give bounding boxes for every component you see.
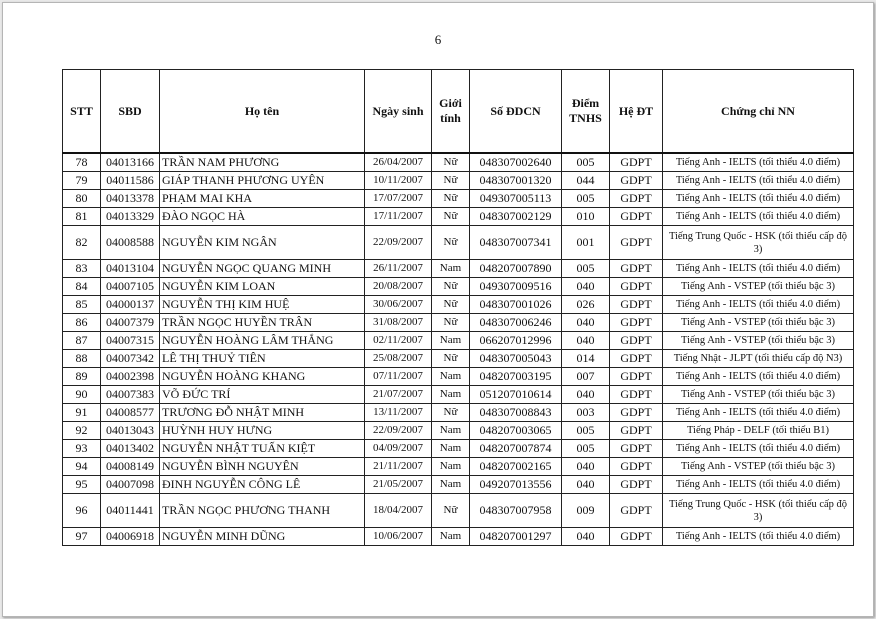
cell-dob: 17/11/2007 <box>365 208 432 226</box>
cell-dob: 21/07/2007 <box>365 386 432 404</box>
cell-dob: 10/11/2007 <box>365 172 432 190</box>
cell-score: 040 <box>562 458 610 476</box>
cell-name: NGUYỄN THỊ KIM HUỆ <box>160 296 365 314</box>
cell-gender: Nam <box>432 332 470 350</box>
cell-stt: 82 <box>63 226 101 260</box>
cell-sbd: 04011441 <box>101 494 160 528</box>
cell-sbd: 04008588 <box>101 226 160 260</box>
cell-certificate: Tiếng Pháp - DELF (tối thiểu B1) <box>663 422 854 440</box>
cell-gender: Nam <box>432 476 470 494</box>
cell-sbd: 04013402 <box>101 440 160 458</box>
table-row <box>63 386 854 404</box>
cell-system: GDPT <box>610 368 663 386</box>
cell-system: GDPT <box>610 386 663 404</box>
cell-gender: Nữ <box>432 314 470 332</box>
table-row <box>63 226 854 260</box>
header-he-dt: Hệ ĐT <box>610 70 663 154</box>
table-row <box>63 528 854 546</box>
cell-dob: 25/08/2007 <box>365 350 432 368</box>
cell-dob: 02/11/2007 <box>365 332 432 350</box>
cell-name: ĐÀO NGỌC HÀ <box>160 208 365 226</box>
cell-certificate: Tiếng Anh - IELTS (tối thiểu 4.0 điểm) <box>663 172 854 190</box>
cell-system: GDPT <box>610 422 663 440</box>
student-table <box>62 69 854 546</box>
cell-certificate: Tiếng Anh - IELTS (tối thiểu 4.0 điểm) <box>663 404 854 422</box>
cell-certificate: Tiếng Anh - IELTS (tối thiểu 4.0 điểm) <box>663 260 854 278</box>
cell-gender: Nữ <box>432 190 470 208</box>
cell-score: 005 <box>562 440 610 458</box>
cell-name: HUỲNH HUY HƯNG <box>160 422 365 440</box>
table-row <box>63 278 854 296</box>
table-row <box>63 476 854 494</box>
cell-gender: Nữ <box>432 404 470 422</box>
table-row <box>63 368 854 386</box>
cell-dob: 10/06/2007 <box>365 528 432 546</box>
cell-score: 003 <box>562 404 610 422</box>
table-row <box>63 350 854 368</box>
cell-certificate: Tiếng Anh - VSTEP (tối thiểu bậc 3) <box>663 458 854 476</box>
cell-name: LÊ THỊ THUỶ TIÊN <box>160 350 365 368</box>
cell-dob: 13/11/2007 <box>365 404 432 422</box>
cell-certificate: Tiếng Anh - IELTS (tối thiểu 4.0 điểm) <box>663 368 854 386</box>
cell-score: 005 <box>562 422 610 440</box>
cell-gender: Nam <box>432 422 470 440</box>
cell-gender: Nam <box>432 458 470 476</box>
header-sbd: SBD <box>101 70 160 154</box>
cell-name: TRẦN NGỌC HUYỀN TRÂN <box>160 314 365 332</box>
table-row <box>63 422 854 440</box>
cell-sbd: 04007383 <box>101 386 160 404</box>
table-row <box>63 314 854 332</box>
cell-score: 014 <box>562 350 610 368</box>
cell-sbd: 04006918 <box>101 528 160 546</box>
cell-sbd: 04007098 <box>101 476 160 494</box>
cell-sbd: 04008577 <box>101 404 160 422</box>
cell-score: 005 <box>562 190 610 208</box>
table-row <box>63 190 854 208</box>
table-row <box>63 260 854 278</box>
cell-name: VÕ ĐỨC TRÍ <box>160 386 365 404</box>
cell-stt: 90 <box>63 386 101 404</box>
cell-score: 040 <box>562 314 610 332</box>
cell-id-number: 048307006246 <box>470 314 562 332</box>
cell-id-number: 048307007958 <box>470 494 562 528</box>
cell-system: GDPT <box>610 332 663 350</box>
header-so-ddcn: Số ĐDCN <box>470 70 562 154</box>
cell-id-number: 048207001297 <box>470 528 562 546</box>
cell-certificate: Tiếng Anh - IELTS (tối thiểu 4.0 điểm) <box>663 528 854 546</box>
cell-stt: 81 <box>63 208 101 226</box>
cell-id-number: 048307007341 <box>470 226 562 260</box>
table-header <box>63 70 854 154</box>
cell-certificate: Tiếng Anh - IELTS (tối thiểu 4.0 điểm) <box>663 190 854 208</box>
table-body <box>63 153 854 546</box>
cell-sbd: 04013378 <box>101 190 160 208</box>
cell-certificate: Tiếng Trung Quốc - HSK (tối thiểu cấp độ 3) <box>663 226 854 260</box>
cell-score: 001 <box>562 226 610 260</box>
cell-stt: 80 <box>63 190 101 208</box>
cell-score: 009 <box>562 494 610 528</box>
cell-stt: 87 <box>63 332 101 350</box>
cell-id-number: 048307002640 <box>470 153 562 172</box>
cell-sbd: 04013104 <box>101 260 160 278</box>
cell-name: TRẦN NGỌC PHƯƠNG THANH <box>160 494 365 528</box>
cell-certificate: Tiếng Anh - IELTS (tối thiểu 4.0 điểm) <box>663 476 854 494</box>
cell-gender: Nữ <box>432 172 470 190</box>
cell-score: 005 <box>562 153 610 172</box>
table-row <box>63 208 854 226</box>
cell-id-number: 051207010614 <box>470 386 562 404</box>
cell-stt: 89 <box>63 368 101 386</box>
table-row <box>63 458 854 476</box>
cell-id-number: 048307001026 <box>470 296 562 314</box>
cell-score: 040 <box>562 476 610 494</box>
cell-score: 040 <box>562 332 610 350</box>
cell-score: 005 <box>562 260 610 278</box>
cell-system: GDPT <box>610 404 663 422</box>
cell-stt: 94 <box>63 458 101 476</box>
cell-gender: Nam <box>432 440 470 458</box>
cell-id-number: 048207007890 <box>470 260 562 278</box>
cell-name: NGUYỄN KIM NGÂN <box>160 226 365 260</box>
cell-name: NGUYỄN NHẬT TUẤN KIỆT <box>160 440 365 458</box>
cell-system: GDPT <box>610 458 663 476</box>
cell-score: 040 <box>562 528 610 546</box>
cell-id-number: 048307002129 <box>470 208 562 226</box>
cell-certificate: Tiếng Anh - VSTEP (tối thiểu bậc 3) <box>663 332 854 350</box>
cell-sbd: 04007105 <box>101 278 160 296</box>
cell-stt: 97 <box>63 528 101 546</box>
cell-name: NGUYỄN HOÀNG KHANG <box>160 368 365 386</box>
cell-score: 040 <box>562 278 610 296</box>
cell-system: GDPT <box>610 226 663 260</box>
cell-dob: 18/04/2007 <box>365 494 432 528</box>
cell-stt: 84 <box>63 278 101 296</box>
cell-dob: 21/11/2007 <box>365 458 432 476</box>
cell-certificate: Tiếng Anh - IELTS (tối thiểu 4.0 điểm) <box>663 296 854 314</box>
cell-id-number: 048307001320 <box>470 172 562 190</box>
cell-gender: Nam <box>432 386 470 404</box>
cell-dob: 21/05/2007 <box>365 476 432 494</box>
cell-system: GDPT <box>610 350 663 368</box>
cell-gender: Nữ <box>432 296 470 314</box>
cell-dob: 30/06/2007 <box>365 296 432 314</box>
cell-name: NGUYỄN BÌNH NGUYÊN <box>160 458 365 476</box>
cell-dob: 26/04/2007 <box>365 153 432 172</box>
cell-stt: 85 <box>63 296 101 314</box>
cell-id-number: 049307005113 <box>470 190 562 208</box>
cell-gender: Nam <box>432 368 470 386</box>
cell-stt: 83 <box>63 260 101 278</box>
cell-dob: 07/11/2007 <box>365 368 432 386</box>
cell-dob: 22/09/2007 <box>365 422 432 440</box>
cell-id-number: 048207003195 <box>470 368 562 386</box>
cell-gender: Nữ <box>432 226 470 260</box>
cell-sbd: 04013043 <box>101 422 160 440</box>
cell-stt: 93 <box>63 440 101 458</box>
header-gioi-tinh: Giới tính <box>432 70 470 154</box>
table-row <box>63 172 854 190</box>
cell-name: PHẠM MAI KHA <box>160 190 365 208</box>
cell-sbd: 04011586 <box>101 172 160 190</box>
header-ho-ten: Họ tên <box>160 70 365 154</box>
cell-sbd: 04002398 <box>101 368 160 386</box>
cell-sbd: 04000137 <box>101 296 160 314</box>
page-number: 6 <box>434 32 442 47</box>
cell-id-number: 049307009516 <box>470 278 562 296</box>
cell-system: GDPT <box>610 190 663 208</box>
cell-stt: 91 <box>63 404 101 422</box>
table-row <box>63 494 854 528</box>
cell-dob: 26/11/2007 <box>365 260 432 278</box>
cell-name: NGUYỄN MINH DŨNG <box>160 528 365 546</box>
document-page <box>2 2 874 617</box>
cell-name: NGUYỄN NGỌC QUANG MINH <box>160 260 365 278</box>
cell-dob: 22/09/2007 <box>365 226 432 260</box>
cell-stt: 86 <box>63 314 101 332</box>
cell-stt: 95 <box>63 476 101 494</box>
table-row <box>63 440 854 458</box>
cell-system: GDPT <box>610 528 663 546</box>
cell-system: GDPT <box>610 172 663 190</box>
cell-gender: Nam <box>432 260 470 278</box>
cell-dob: 20/08/2007 <box>365 278 432 296</box>
cell-score: 026 <box>562 296 610 314</box>
cell-name: TRƯƠNG ĐỖ NHẬT MINH <box>160 404 365 422</box>
cell-certificate: Tiếng Nhật - JLPT (tối thiểu cấp độ N3) <box>663 350 854 368</box>
cell-id-number: 048207002165 <box>470 458 562 476</box>
cell-score: 010 <box>562 208 610 226</box>
cell-name: GIÁP THANH PHƯƠNG UYÊN <box>160 172 365 190</box>
cell-certificate: Tiếng Anh - VSTEP (tối thiểu bậc 3) <box>663 278 854 296</box>
cell-id-number: 048307005043 <box>470 350 562 368</box>
cell-gender: Nữ <box>432 153 470 172</box>
cell-system: GDPT <box>610 296 663 314</box>
cell-id-number: 049207013556 <box>470 476 562 494</box>
table-row <box>63 404 854 422</box>
cell-stt: 88 <box>63 350 101 368</box>
header-row <box>63 70 854 154</box>
cell-score: 040 <box>562 386 610 404</box>
cell-dob: 31/08/2007 <box>365 314 432 332</box>
cell-stt: 92 <box>63 422 101 440</box>
cell-gender: Nữ <box>432 278 470 296</box>
table-row <box>63 296 854 314</box>
cell-system: GDPT <box>610 476 663 494</box>
cell-sbd: 04008149 <box>101 458 160 476</box>
cell-system: GDPT <box>610 153 663 172</box>
cell-name: ĐINH NGUYỄN CÔNG LÊ <box>160 476 365 494</box>
cell-certificate: Tiếng Anh - IELTS (tối thiểu 4.0 điểm) <box>663 153 854 172</box>
header-diem-tnhs: Điểm TNHS <box>562 70 610 154</box>
cell-system: GDPT <box>610 208 663 226</box>
cell-gender: Nữ <box>432 350 470 368</box>
cell-dob: 04/09/2007 <box>365 440 432 458</box>
cell-dob: 17/07/2007 <box>365 190 432 208</box>
cell-sbd: 04007342 <box>101 350 160 368</box>
cell-sbd: 04007379 <box>101 314 160 332</box>
table-row <box>63 332 854 350</box>
cell-id-number: 048307008843 <box>470 404 562 422</box>
cell-score: 044 <box>562 172 610 190</box>
cell-stt: 96 <box>63 494 101 528</box>
header-stt: STT <box>63 70 101 154</box>
cell-sbd: 04013329 <box>101 208 160 226</box>
cell-score: 007 <box>562 368 610 386</box>
cell-system: GDPT <box>610 494 663 528</box>
cell-gender: Nam <box>432 528 470 546</box>
cell-certificate: Tiếng Trung Quốc - HSK (tối thiểu cấp độ 3) <box>663 494 854 528</box>
cell-system: GDPT <box>610 278 663 296</box>
cell-sbd: 04013166 <box>101 153 160 172</box>
table-row <box>63 153 854 172</box>
cell-id-number: 066207012996 <box>470 332 562 350</box>
cell-certificate: Tiếng Anh - VSTEP (tối thiểu bậc 3) <box>663 386 854 404</box>
cell-stt: 79 <box>63 172 101 190</box>
cell-sbd: 04007315 <box>101 332 160 350</box>
cell-id-number: 048207003065 <box>470 422 562 440</box>
header-ngay-sinh: Ngày sinh <box>365 70 432 154</box>
cell-system: GDPT <box>610 260 663 278</box>
header-chung-chi: Chứng chỉ NN <box>663 70 854 154</box>
cell-name: NGUYỄN KIM LOAN <box>160 278 365 296</box>
cell-stt: 78 <box>63 153 101 172</box>
cell-certificate: Tiếng Anh - IELTS (tối thiểu 4.0 điểm) <box>663 440 854 458</box>
cell-gender: Nữ <box>432 494 470 528</box>
cell-id-number: 048207007874 <box>470 440 562 458</box>
cell-system: GDPT <box>610 440 663 458</box>
cell-certificate: Tiếng Anh - IELTS (tối thiểu 4.0 điểm) <box>663 208 854 226</box>
cell-name: NGUYỄN HOÀNG LÂM THẮNG <box>160 332 365 350</box>
cell-certificate: Tiếng Anh - VSTEP (tối thiểu bậc 3) <box>663 314 854 332</box>
cell-name: TRẦN NAM PHƯƠNG <box>160 153 365 172</box>
cell-system: GDPT <box>610 314 663 332</box>
cell-gender: Nữ <box>432 208 470 226</box>
